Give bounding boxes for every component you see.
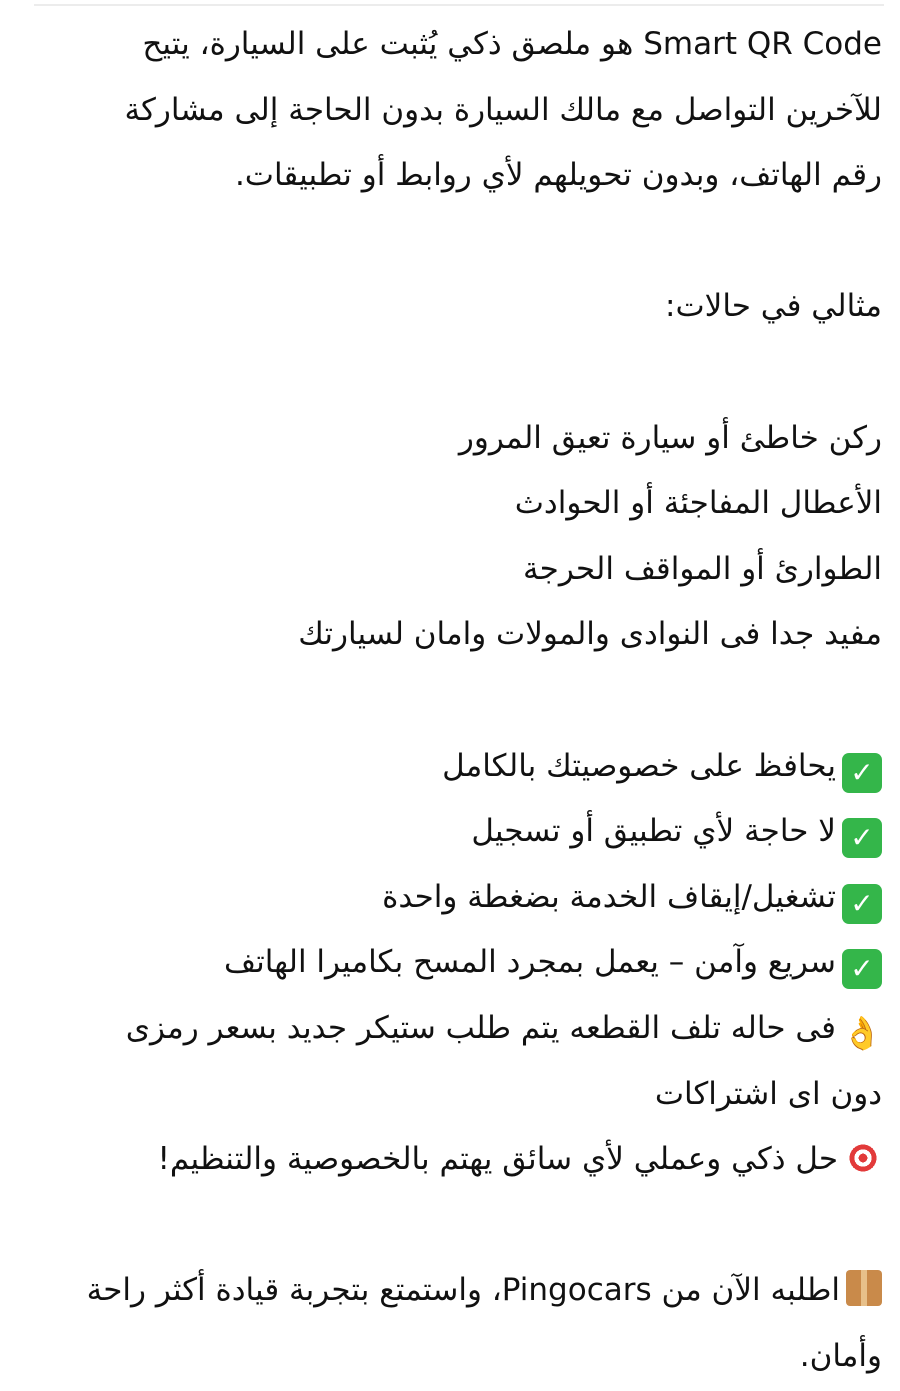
feature-item-2 [34,799,882,865]
spacer [34,209,882,275]
feature-text: يحافظ على خصوصيتك بالكامل [442,747,836,784]
smart-solution-line [34,1127,882,1193]
check-mark-button-icon: ✓ [842,884,882,924]
order-cta-text: اطلبه الآن من Pingocars، واستمتع بتجربة قيادة أكثر راحة [86,1272,840,1309]
order-cta-line-2: وأمان. [799,1337,882,1374]
post-body [34,12,882,1389]
case-item-4: مفيد جدا فى النوادى والمولات وامان لسيارتك [298,616,882,653]
feature-text: لا حاجة لأي تطبيق أو تسجيل [471,813,836,850]
check-mark-button-icon: ✓ [842,753,882,793]
package-box-icon [846,1270,882,1306]
order-cta-line-1 [34,1258,882,1324]
spacer [34,1193,882,1259]
ok-hand-icon: 👌 [842,1013,882,1052]
replacement-text: فى حاله تلف القطعه يتم طلب ستيكر جديد بسعر رمزى [125,1009,836,1046]
case-item-2: الأعطال المفاجئة أو الحوادث [514,485,882,522]
feature-item-1 [34,734,882,800]
smart-solution-text: حل ذكي وعملي لأي سائق يهتم بالخصوصية والتنظيم! [157,1141,838,1178]
feature-text: سريع وآمن – يعمل بمجرد المسح بكاميرا الهاتف [224,944,836,981]
case-item-1: ركن خاطئ أو سيارة تعيق المرور [458,419,882,456]
replacement-line-2: دون اى اشتراكات [654,1075,882,1112]
check-mark-button-icon: ✓ [842,818,882,858]
direct-hit-target-icon [846,1141,880,1175]
intro-line-3: رقم الهاتف، وبدون تحويلهم لأي روابط أو تطبيقات. [234,157,882,194]
feature-item-4 [34,930,882,996]
intro-line-1: Smart QR Code هو ملصق ذكي يُثبت على السيارة، يتيح [142,26,882,62]
case-item-3: الطوارئ أو المواقف الحرجة [523,550,882,587]
cases-heading: مثالي في حالات: [665,288,882,325]
check-mark-button-icon: ✓ [842,949,882,989]
top-divider [34,4,884,6]
feature-text: تشغيل/إيقاف الخدمة بضغطة واحدة [382,878,836,915]
intro-line-2: للآخرين التواصل مع مالك السيارة بدون الحاجة إلى مشاركة [124,91,882,128]
spacer [34,340,882,406]
replacement-line-1 [34,996,882,1062]
spacer [34,668,882,734]
feature-item-3 [34,865,882,931]
